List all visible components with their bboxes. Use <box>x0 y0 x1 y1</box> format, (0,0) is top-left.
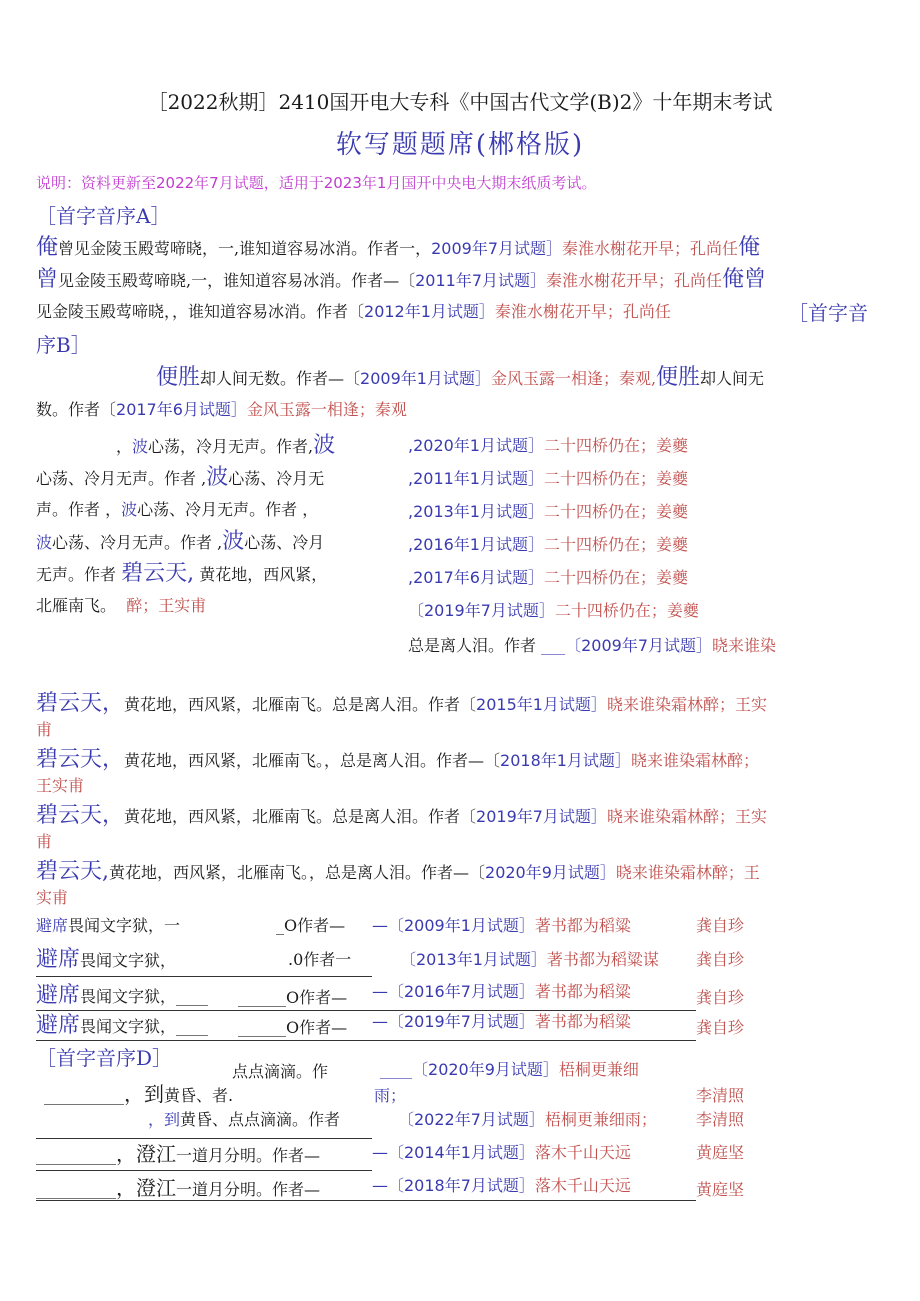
answer: 落木千山天远 <box>534 1176 631 1195</box>
blue-char: 波 <box>121 500 138 519</box>
exam-ref: 〔2013年1月试题］ <box>400 950 547 969</box>
big-char: 避席 <box>36 1013 81 1038</box>
biyuntian-row-4-wrap: 实甫 <box>36 888 69 907</box>
biyuntian-row-2 <box>36 744 759 777</box>
text: 见金陵玉殿莺啼晓，，谁知道容易冰消。作者〔 <box>36 302 365 321</box>
bixi-row-2 <box>36 944 176 977</box>
d-row-4-ref <box>372 1137 631 1169</box>
big-char: 波 <box>222 529 245 554</box>
biyuntian-row-4 <box>36 856 760 889</box>
text: 黄花地，西风紧，北雁南飞。总是离人泪。作者〔 <box>124 807 477 826</box>
para-b-line-1 <box>156 362 764 395</box>
big-char: 便胜 <box>656 365 701 390</box>
text: 畏闻文字狱，一 <box>68 916 181 935</box>
answer: 梧桐更兼细雨； <box>544 1110 657 1129</box>
exam-ref: ,2013年1月试题］ <box>408 502 544 521</box>
d-row-2-author: 李清照 <box>696 1086 745 1105</box>
bo-left-row-1 <box>116 430 335 463</box>
exam-ref: 2009年7月试题］ <box>581 636 713 655</box>
section-d-heading: ［首字音序D］ <box>36 1046 173 1070</box>
exam-ref: —〔2016年7月试题］ <box>372 982 535 1001</box>
update-note: 说明：资料更新至2022年7月试题，适用于2023年1月国开中央电大期末纸质考试。 <box>36 174 597 192</box>
answer: 醉；王实甫 <box>126 596 207 615</box>
answer: 著书都为稻粱谋 <box>546 950 659 969</box>
answer: 秦淮水榭花开早；孔尚任 <box>546 271 723 290</box>
bixi-row-2-mid: .0作者一 <box>288 950 352 969</box>
bo-right-row-2 <box>408 463 688 495</box>
para-a-line-2 <box>36 264 766 297</box>
answer: 著书都为稻粱 <box>534 916 631 935</box>
exam-ref: ,2016年1月试题］ <box>408 535 544 554</box>
bixi-row-4-mid: ______O作者— <box>238 1018 348 1037</box>
blank: __________ <box>36 1146 116 1165</box>
big-char: 俺 <box>36 235 59 260</box>
big-char: 碧云天, <box>36 859 109 884</box>
answer: 二十四桥仍在；姜夔 <box>544 469 689 488</box>
text: 却人间无数。作者—〔 <box>200 369 361 388</box>
section-b-heading-part1: ［首字音 <box>788 301 868 325</box>
big-char: ，澄江 <box>116 1142 176 1166</box>
bo-right-row-4 <box>408 529 688 561</box>
big-char: 波 <box>313 433 336 458</box>
exam-ref: 2017年6月试题］ <box>116 400 247 419</box>
big-char: 曾 <box>36 267 59 292</box>
exam-ref: 2015年1月试题］ <box>476 695 607 714</box>
bixi-row-1-ref <box>372 910 631 942</box>
bo-left-row-5 <box>36 558 327 591</box>
d-row-2-ans: 雨； <box>374 1086 407 1105</box>
bixi-row-3 <box>36 980 208 1013</box>
biyuntian-row-3 <box>36 800 767 833</box>
exam-ref: 2012年1月试题］ <box>364 302 495 321</box>
text: 黄花地，西风紧， <box>199 565 328 584</box>
text: 黄花地，西风紧，北雁南飞。总是离人泪。作者〔 <box>124 695 477 714</box>
big-char: 俺曾 <box>722 267 767 292</box>
text: ， <box>116 437 133 456</box>
blue-char: 避席 <box>36 916 69 935</box>
answer: 晓来谁染 <box>712 636 777 655</box>
d-row-1-ref <box>380 1054 639 1086</box>
exam-ref: —〔2014年1月试题］ <box>372 1143 535 1162</box>
exam-ref: —〔2009年1月试题］ <box>372 916 535 935</box>
blank: ___〔 <box>541 636 582 655</box>
text: 心荡、冷月无声。作者 ， <box>137 500 319 519</box>
bixi-row-4-author: 龚自珍 <box>696 1018 745 1037</box>
text: 总是离人泪。作者 <box>408 636 537 655</box>
text: 无声。作者 <box>36 565 117 584</box>
text: 数。作者〔 <box>36 400 117 419</box>
exam-ref: ,2020年1月试题］ <box>408 436 544 455</box>
big-char: ，澄江 <box>116 1176 176 1200</box>
bo-right-row-7 <box>408 630 776 662</box>
d-row-5-ref <box>372 1170 631 1202</box>
text: 曾见金陵玉殿莺啼晓，一,谁知道容易冰消。作者一， <box>58 239 432 258</box>
text: 黄昏、点点滴滴。作者 <box>180 1110 341 1129</box>
text: 心荡、冷月 <box>244 533 325 552</box>
answer: 著书都为稻粱 <box>534 982 631 1001</box>
answer: 二十四桥仍在；姜夔 <box>544 535 689 554</box>
section-a-heading: ［首字音序A］ <box>36 204 171 228</box>
exam-ref: 2011年7月试题］ <box>415 271 547 290</box>
d-row-3-author: 李清照 <box>696 1110 745 1129</box>
answer: 秦淮水榭花开早；孔尚任 <box>562 239 739 258</box>
answer: 二十四桥仍在；姜夔 <box>544 502 689 521</box>
big-char: 避席 <box>36 947 81 972</box>
blank: ____〔 <box>380 1060 429 1079</box>
underline <box>36 1170 372 1171</box>
answer: 晓来谁染霜林醉；王实 <box>606 807 767 826</box>
text: 黄花地，西风紧，北雁南飞。，总是离人泪。作者—〔 <box>109 863 486 882</box>
text: 北雁南飞。 <box>36 596 117 615</box>
exam-ref: 2009年7月试题］ <box>431 239 563 258</box>
answer: 秦淮水榭花开早；孔尚任 <box>494 302 671 321</box>
exam-ref: 〔2022年7月试题］ <box>398 1110 545 1129</box>
para-a-line-3 <box>36 296 671 328</box>
bo-left-row-6 <box>36 590 206 622</box>
exam-ref: ,2017年6月试题］ <box>408 568 544 587</box>
big-char: 避席 <box>36 983 81 1008</box>
bixi-row-4-ref <box>372 1006 631 1038</box>
blue-char: 波 <box>132 437 149 456</box>
underline <box>36 1040 696 1041</box>
blank: __________ <box>36 1180 116 1199</box>
big-char: 碧云天， <box>36 691 125 716</box>
underline <box>36 976 372 977</box>
exam-ref: 2020年9月试题］ <box>485 863 616 882</box>
big-char: 俺 <box>738 235 761 260</box>
document-subtitle: 软写题题席(郴格版) <box>335 130 585 160</box>
big-char: 碧云天， <box>36 747 125 772</box>
text: 心荡，冷月无声。作者, <box>148 437 314 456</box>
text: 心荡、冷月无声。作者 , <box>52 533 223 552</box>
bo-right-row-6 <box>408 595 699 627</box>
bixi-row-2-author: 龚自珍 <box>696 950 745 969</box>
exam-ref: 〔2019年7月试题］ <box>408 601 555 620</box>
bo-left-row-3 <box>36 494 318 526</box>
text: 点点滴滴。作 <box>232 1062 329 1081</box>
answer: 金风玉露一相逢；秦观 <box>246 400 407 419</box>
text: 畏闻文字狱， <box>80 951 177 970</box>
bixi-row-3-ref <box>372 976 631 1008</box>
biyuntian-row-1 <box>36 688 767 721</box>
d-row-4-author: 黄庭坚 <box>696 1143 745 1162</box>
bo-right-row-1 <box>408 430 688 462</box>
d-row-3-ref <box>398 1104 657 1136</box>
big-char: 便胜 <box>156 365 201 390</box>
text: 却人间无 <box>700 369 765 388</box>
d-row-1 <box>232 1056 328 1088</box>
exam-ref: ,2011年1月试题］ <box>408 469 544 488</box>
bo-left-row-4 <box>36 526 324 559</box>
answer: 晓来谁染霜林醉；王实 <box>606 695 767 714</box>
answer: 二十四桥仍在；姜夔 <box>544 568 689 587</box>
answer: 晓来谁染霜林醉；王 <box>615 863 760 882</box>
exam-ref: —〔2018年7月试题］ <box>372 1176 535 1195</box>
exam-ref: 2009年1月试题］ <box>360 369 491 388</box>
answer: 著书都为稻粱 <box>534 1012 631 1031</box>
text: 心荡、冷月无声。作者 , <box>36 469 207 488</box>
text: 畏闻文字狱，____ <box>80 987 209 1006</box>
bixi-row-1-author: 龚自珍 <box>696 916 745 935</box>
text: 黄花地，西风紧，北雁南飞。，总是离人泪。作者—〔 <box>124 751 501 770</box>
exam-ref: 2020年9月试题］ <box>428 1060 559 1079</box>
para-b-line-2 <box>36 394 407 426</box>
answer: 二十四桥仍在；姜夔 <box>554 601 699 620</box>
bixi-row-4 <box>36 1010 208 1043</box>
d-row-4 <box>36 1138 320 1172</box>
text: 见金陵玉殿莺啼晓,一，谁知道容易冰消。作者—〔 <box>58 271 416 290</box>
text: 一道月分明。作者— <box>176 1180 321 1199</box>
biyuntian-row-1-wrap: 甫 <box>36 720 53 739</box>
answer: 落木千山天远 <box>534 1143 631 1162</box>
text: 黄昏、者. <box>164 1086 234 1105</box>
big-char: 波 <box>206 465 229 490</box>
text: 畏闻文字狱，____ <box>80 1017 209 1036</box>
bixi-row-3-mid: ______O作者— <box>238 988 348 1007</box>
exam-ref: —〔2019年7月试题］ <box>372 1012 535 1031</box>
big-char: 碧云天， <box>36 803 125 828</box>
biyuntian-row-3-wrap: 甫 <box>36 832 53 851</box>
exam-ref: 2019年7月试题］ <box>476 807 607 826</box>
text: 一道月分明。作者— <box>176 1146 321 1165</box>
blue-char: ，到 <box>148 1110 181 1129</box>
answer: 二十四桥仍在；姜夔 <box>544 436 689 455</box>
answer: 晓来谁染霜林醉； <box>630 751 759 770</box>
bixi-row-2-ref <box>400 944 659 976</box>
bixi-row-1 <box>36 910 180 942</box>
big-char: ，到 <box>124 1082 164 1106</box>
para-a-line-1 <box>36 232 760 265</box>
underline <box>36 1200 696 1201</box>
answer: 金风玉露一相逢；秦观, <box>490 369 657 388</box>
bo-left-row-2 <box>36 462 324 495</box>
blue-char: 波 <box>36 533 53 552</box>
document-title: ［2022秋期］2410国开电大专科《中国古代文学(B)2》十年期末考试 <box>147 90 773 114</box>
biyuntian-row-2-wrap: 王实甫 <box>36 776 85 795</box>
bo-right-row-3 <box>408 496 688 528</box>
section-b-heading-part2: 序B］ <box>36 333 91 357</box>
big-char: 碧云天, <box>121 561 195 586</box>
bo-right-row-5 <box>408 562 688 594</box>
answer: 梧桐更兼细 <box>558 1060 639 1079</box>
blank: __________ <box>44 1086 124 1105</box>
bixi-row-3-author: 龚自珍 <box>696 988 745 1007</box>
text: 心荡、冷月无 <box>228 469 325 488</box>
exam-ref: 2018年1月试题］ <box>500 751 631 770</box>
text: 声。作者 ， <box>36 500 122 519</box>
d-row-5-author: 黄庭坚 <box>696 1180 745 1199</box>
d-row-3 <box>148 1104 340 1136</box>
bixi-row-1-mid: _O作者— <box>276 916 346 935</box>
